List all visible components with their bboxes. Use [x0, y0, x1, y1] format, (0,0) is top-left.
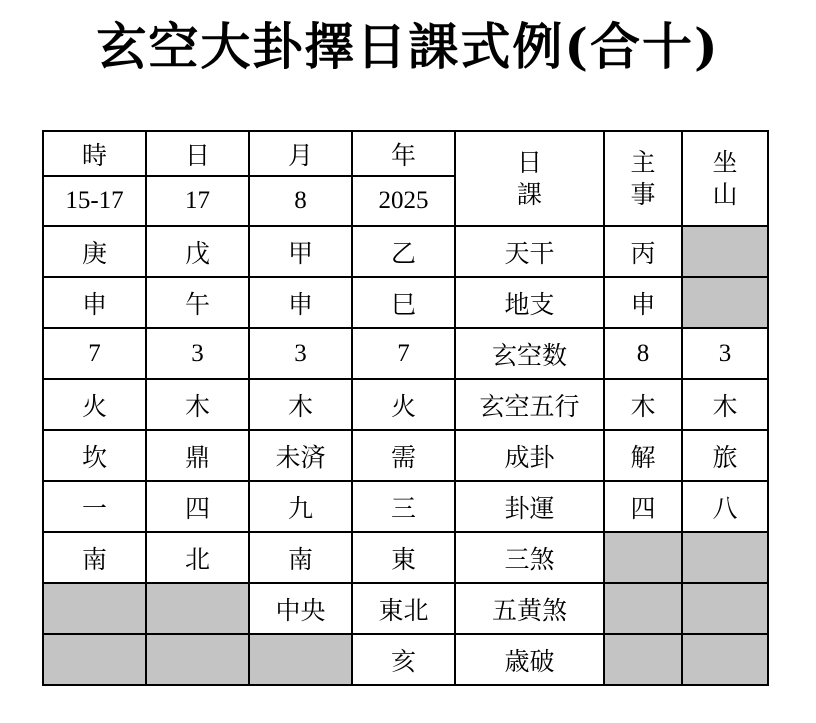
- sitting-mountain-cell: [682, 583, 768, 634]
- sitting-mountain-cell: 旅: [682, 430, 768, 481]
- main-event-cell: [604, 583, 682, 634]
- pillar-cell: 亥: [352, 634, 455, 685]
- pillar-cell: [146, 634, 249, 685]
- row-label: 天干: [455, 226, 604, 277]
- pillar-cell: 三: [352, 481, 455, 532]
- table-row: [43, 481, 768, 532]
- pillar-cell: 乙: [352, 226, 455, 277]
- table-row: [43, 277, 768, 328]
- pillar-cell: 火: [43, 379, 146, 430]
- hour-value: 15-17: [43, 176, 146, 226]
- main-event-cell: [604, 634, 682, 685]
- pillar-cell: 南: [43, 532, 146, 583]
- pillar-cell: 一: [43, 481, 146, 532]
- header-day-lesson-line-2: 課: [516, 179, 542, 209]
- pillar-cell: 木: [249, 379, 352, 430]
- pillar-cell: 北: [146, 532, 249, 583]
- row-label: 五黄煞: [455, 583, 604, 634]
- year-value: 2025: [352, 176, 455, 226]
- day-value: 17: [146, 176, 249, 226]
- pillar-cell: 申: [43, 277, 146, 328]
- row-label: 卦運: [455, 481, 604, 532]
- table-body: [43, 226, 768, 685]
- row-label: 玄空数: [455, 328, 604, 379]
- pillar-cell: [249, 634, 352, 685]
- pillar-cell: 火: [352, 379, 455, 430]
- sitting-mountain-cell: [682, 532, 768, 583]
- main-event-cell: 四: [604, 481, 682, 532]
- sitting-mountain-cell: 3: [682, 328, 768, 379]
- pillar-cell: 3: [146, 328, 249, 379]
- row-label: 地支: [455, 277, 604, 328]
- pillar-cell: [43, 634, 146, 685]
- table-row: [43, 328, 768, 379]
- pillar-cell: 巳: [352, 277, 455, 328]
- pillar-cell: 四: [146, 481, 249, 532]
- header-day: 日: [146, 131, 249, 176]
- pillar-cell: 7: [352, 328, 455, 379]
- pillar-cell: 坎: [43, 430, 146, 481]
- main-event-cell: 申: [604, 277, 682, 328]
- header-year: 年: [352, 131, 455, 176]
- sitting-mountain-cell: [682, 226, 768, 277]
- header-main-event: [604, 131, 682, 226]
- header-sitting-mountain: [682, 131, 768, 226]
- main-event-cell: 8: [604, 328, 682, 379]
- pillar-cell: 東: [352, 532, 455, 583]
- header-sitting-mountain-line-2: 山: [712, 179, 738, 209]
- sitting-mountain-cell: [682, 277, 768, 328]
- header-main-event-line-2: 事: [630, 179, 656, 209]
- header-day-lesson-line-1: 日: [516, 147, 542, 177]
- sitting-mountain-cell: 木: [682, 379, 768, 430]
- table-row: [43, 634, 768, 685]
- pillar-cell: 中央: [249, 583, 352, 634]
- table-row: [43, 583, 768, 634]
- header-month: 月: [249, 131, 352, 176]
- row-label: 三煞: [455, 532, 604, 583]
- header-sitting-mountain-line-1: 坐: [712, 147, 738, 177]
- table-row: [43, 430, 768, 481]
- main-event-cell: 解: [604, 430, 682, 481]
- page-title: 玄空大卦擇日課式例(合十): [96, 17, 720, 76]
- pillar-cell: 午: [146, 277, 249, 328]
- header-hour: 時: [43, 131, 146, 176]
- pillar-cell: 東北: [352, 583, 455, 634]
- pillar-cell: 7: [43, 328, 146, 379]
- main-event-cell: 木: [604, 379, 682, 430]
- pillar-cell: 九: [249, 481, 352, 532]
- sitting-mountain-cell: [682, 634, 768, 685]
- pillar-cell: 南: [249, 532, 352, 583]
- pillar-cell: 鼎: [146, 430, 249, 481]
- main-event-cell: 丙: [604, 226, 682, 277]
- main-event-cell: [604, 532, 682, 583]
- day-selection-table: [42, 130, 769, 686]
- pillar-cell: 庚: [43, 226, 146, 277]
- pillar-cell: [146, 583, 249, 634]
- pillar-cell: 未済: [249, 430, 352, 481]
- row-label: 玄空五行: [455, 379, 604, 430]
- pillar-cell: 甲: [249, 226, 352, 277]
- header-main-event-line-1: 主: [630, 147, 656, 177]
- pillar-cell: [43, 583, 146, 634]
- table-row: [43, 379, 768, 430]
- row-label: 成卦: [455, 430, 604, 481]
- table-row: [43, 226, 768, 277]
- table-row: [43, 532, 768, 583]
- pillar-cell: 戊: [146, 226, 249, 277]
- row-label: 歳破: [455, 634, 604, 685]
- pillar-cell: 3: [249, 328, 352, 379]
- pillar-cell: 申: [249, 277, 352, 328]
- sitting-mountain-cell: 八: [682, 481, 768, 532]
- header-day-lesson: [455, 131, 604, 226]
- month-value: 8: [249, 176, 352, 226]
- pillar-cell: 木: [146, 379, 249, 430]
- pillar-cell: 需: [352, 430, 455, 481]
